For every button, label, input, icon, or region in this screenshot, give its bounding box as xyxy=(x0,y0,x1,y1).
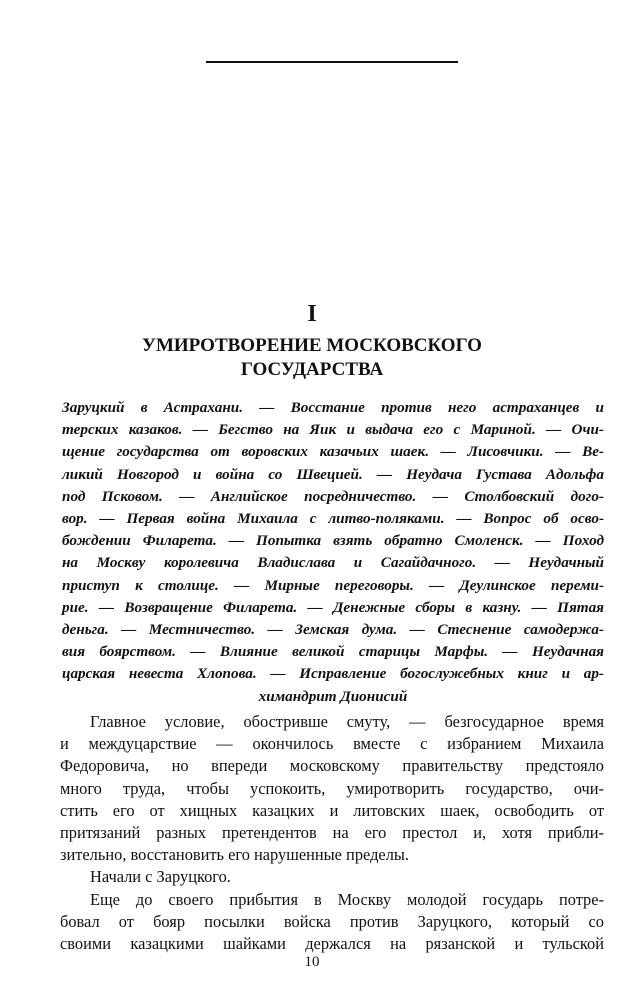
body-line: Федоровича, но впереди московскому правительству предстояло xyxy=(60,756,604,776)
summary-line: ликий Новгород и война со Швецией. — Неудача Густава Адольфа xyxy=(62,465,604,483)
chapter-title xyxy=(60,334,564,382)
summary-line: приступ к столице. — Мирные переговоры. — Деулинское переми- xyxy=(62,576,604,594)
summary-line: вор. — Первая война Михаила с литво-поляками. — Вопрос об осво- xyxy=(62,510,604,528)
top-rule xyxy=(206,61,458,63)
summary-line: деньга. — Местничество. — Земская дума. — Стеснение самодержа- xyxy=(62,621,604,639)
chapter-number: I xyxy=(307,301,317,327)
body-line: много труда, чтобы успокоить, умиротворить государство, очи- xyxy=(60,778,604,798)
body-line: зительно, восстановить его нарушенные пределы. xyxy=(60,845,409,865)
summary-line: химандрит Дионисий xyxy=(258,687,408,705)
body-line: стить его от хищных казацких и литовских шаек, освободить от xyxy=(60,800,604,820)
chapter-title-line: ГОСУДАРСТВА xyxy=(240,359,384,380)
summary-line: царская невеста Хлопова. — Исправление богослужебных книг и ар- xyxy=(62,665,604,683)
summary-line: щение государства от воровских казачьих шаек. — Лисовчики. — Ве- xyxy=(62,443,604,461)
summary-line: терских казаков. — Бегство на Яик и выдача его с Мариной. — Очи- xyxy=(62,421,604,439)
body-line: Главное условие, обостривше смуту, — безгосударное время xyxy=(90,712,604,731)
body-line: притязаний разных претендентов на его престол и, хотя прибли- xyxy=(60,823,604,843)
summary-line: рие. — Возвращение Филарета. — Денежные сборы в казну. — Пятая xyxy=(62,598,604,616)
body-text xyxy=(60,711,604,955)
body-line: Еще до своего прибытия в Москву молодой государь потре- xyxy=(90,889,604,909)
summary-line: на Москву королевича Владислава и Сагайдачного. — Неудачный xyxy=(62,554,604,572)
body-line: Начали с Заруцкого. xyxy=(90,867,231,887)
page-number: 10 xyxy=(304,954,320,970)
chapter-summary xyxy=(62,397,604,708)
summary-line: под Псковом. — Английское посредничество. — Столбовский дого- xyxy=(62,487,604,505)
summary-line: бождении Филарета. — Попытка взять обратно Смоленск. — Поход xyxy=(62,532,604,550)
summary-line: вия боярством. — Влияние великой старицы Марфы. — Неудачная xyxy=(62,643,604,661)
body-line: своими казацкими шайками держался на рязанской и тульской xyxy=(60,934,604,954)
body-line: и междуцарствие — окончилось вместе с избранием Михаила xyxy=(60,734,604,754)
body-line: бовал от бояр посылки войска против Заруцкого, который со xyxy=(60,911,604,931)
summary-line: Заруцкий в Астрахани. — Восстание против него астраханцев и xyxy=(62,399,604,416)
chapter-title-line: УМИРОТВОРЕНИЕ МОСКОВСКОГО xyxy=(142,335,482,356)
